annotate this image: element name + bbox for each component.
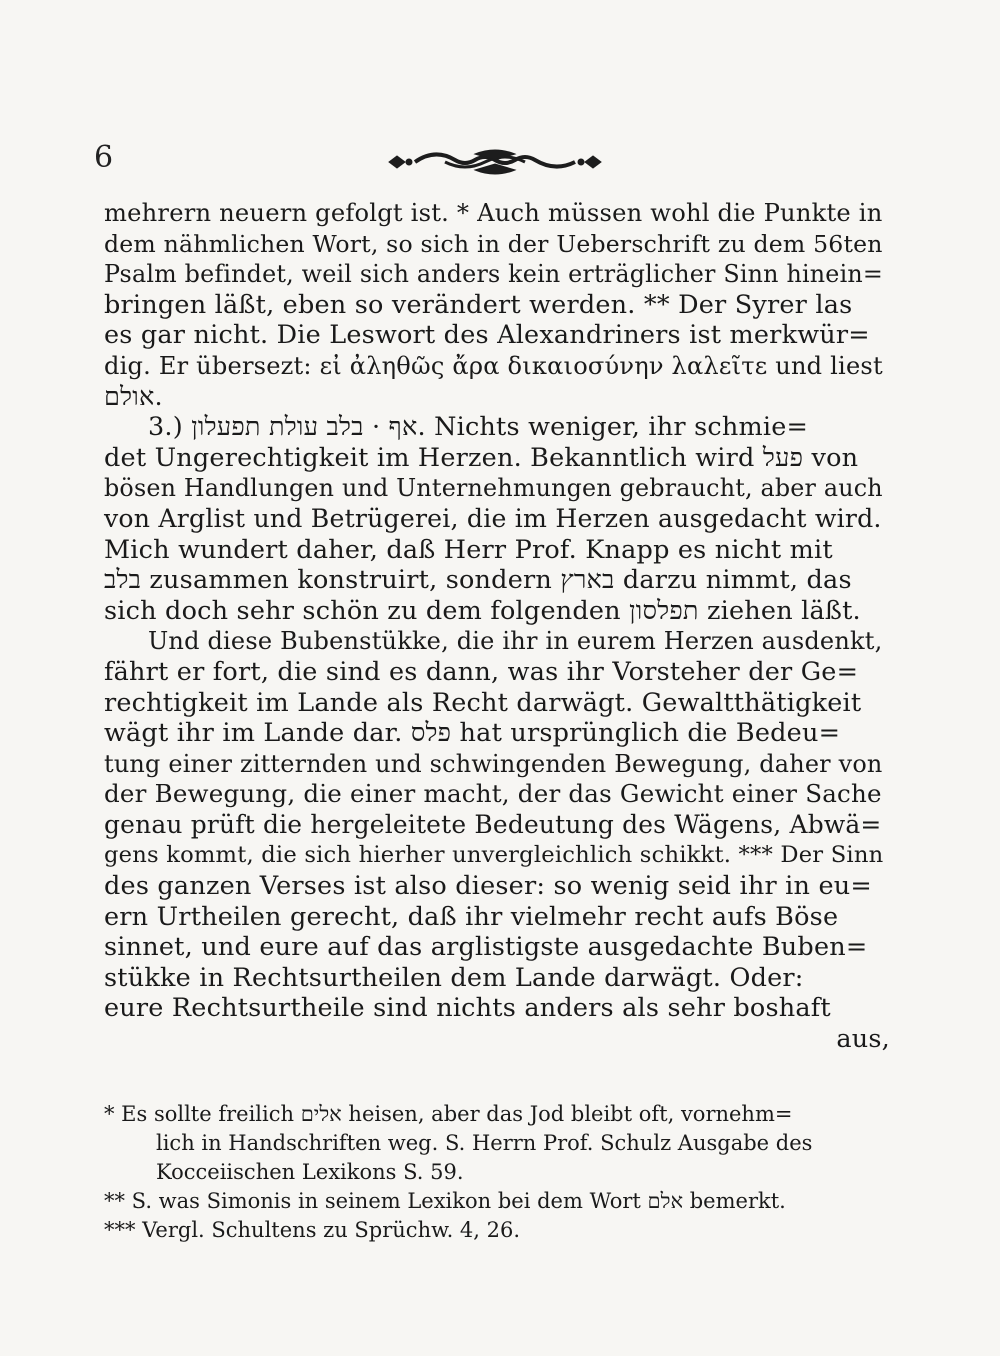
text-line: wägt ihr im Lande dar. פלס hat ursprünglich die Bedeu= <box>104 718 841 749</box>
text-line: אולם. <box>104 381 163 412</box>
text-line: rechtigkeit im Lande als Recht darwägt. Gewaltthätigkeit <box>104 687 862 718</box>
text-line: Psalm befindet, weil sich anders kein erträglicher Sinn hinein= <box>104 260 884 289</box>
text-line: des ganzen Verses ist also dieser: so wenig seid ihr in eu= <box>104 871 872 902</box>
text-line: fährt er fort, die sind es dann, was ihr Vorsteher der Ge= <box>104 656 859 687</box>
text-line: בלב zusammen konstruirt, sondern בארץ darzu nimmt, das <box>104 565 852 596</box>
text-line: der Bewegung, die einer macht, der das Gewicht einer Sache <box>104 779 882 809</box>
text-line: von Arglist und Betrügerei, die im Herzen ausgedacht wird. <box>104 503 882 533</box>
text-line: sinnet, und eure auf das arglistigste ausgedachte Buben= <box>104 932 868 963</box>
footnote-line: *** Vergl. Schultens zu Sprüchw. 4, 26. <box>104 1218 521 1242</box>
text-line: es gar nicht. Die Leswort des Alexandriners ist merkwür= <box>104 320 870 351</box>
text-line: tung einer zitternden und schwingenden Bewegung, daher von <box>104 749 883 778</box>
text-line: stükke in Rechtsurtheilen dem Lande darwägt. Oder: <box>104 962 804 993</box>
text-line: mehrern neuern gefolgt ist. * Auch müssen wohl die Punkte in <box>104 199 883 227</box>
text-line: sich doch sehr schön zu dem folgenden תפלסון ziehen läßt. <box>104 595 861 626</box>
text-line: bösen Handlungen und Unternehmungen gebraucht, aber auch <box>104 474 883 503</box>
ornamental-rule-icon <box>385 140 605 184</box>
footnote-line: ** S. was Simonis in seinem Lexikon bei dem Wort אלם bemerkt. <box>104 1189 786 1213</box>
text-line: det Ungerechtigkeit im Herzen. Bekanntlich wird פעל von <box>104 442 859 473</box>
footnote-line: * Es sollte freilich אלים heisen, aber das Jod bleibt oft, vornehm= <box>104 1102 793 1126</box>
text-line: ern Urtheilen gerecht, daß ihr vielmehr recht aufs Böse <box>104 901 839 932</box>
text-line: genau prüft die hergeleitete Bedeutung des Wägens, Abwä= <box>104 809 882 839</box>
footnotes <box>104 1100 890 1245</box>
page-number: 6 <box>94 140 114 175</box>
text-line: 3.) אף · בלב עולת תפעלון. Nichts weniger, ihr schmie= <box>148 412 809 443</box>
text-line: bringen läßt, eben so verändert werden. ** Der Syrer las <box>104 289 853 320</box>
text-line: eure Rechtsurtheile sind nichts anders als sehr boshaft <box>104 993 831 1024</box>
text-line: Und diese Bubenstükke, die ihr in eurem Herzen ausdenkt, <box>148 627 883 656</box>
footnote-line: Kocceiischen Lexikons S. 59. <box>156 1160 464 1184</box>
text-line: dig. Er übersezt: εἰ ἀληθῶς ἄρα δικαιοσύνην λαλεῖτε und liest <box>104 351 883 380</box>
body-text <box>104 198 890 1055</box>
text-line: Mich wundert daher, daß Herr Prof. Knapp es nicht mit <box>104 534 833 565</box>
footnote-line: lich in Handschriften weg. S. Herrn Prof. Schulz Ausgabe des <box>156 1131 813 1155</box>
text-line: dem nähmlichen Wort, so sich in der Ueberschrift zu dem 56ten <box>104 229 883 258</box>
catchword: aus, <box>836 1024 890 1055</box>
text-line: gens kommt, die sich hierher unvergleichlich schikkt. *** Der Sinn <box>104 842 884 869</box>
